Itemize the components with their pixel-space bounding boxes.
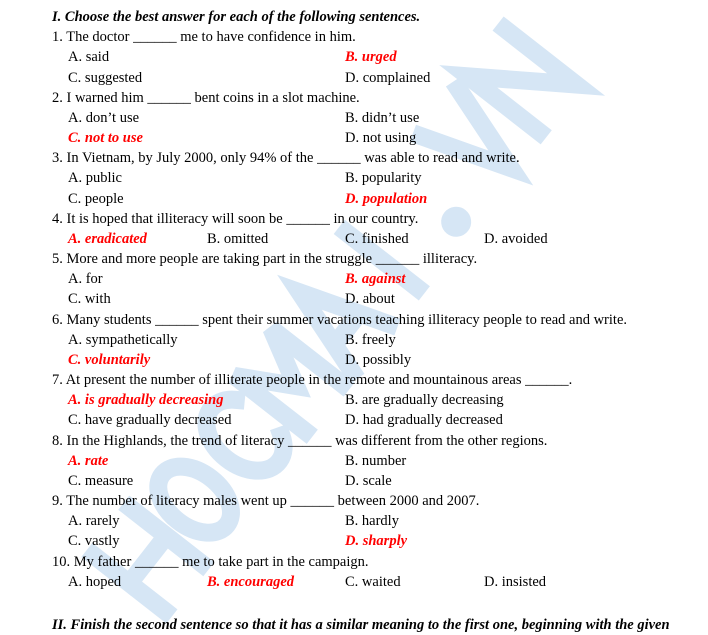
correct-answer-option: D. sharply xyxy=(345,533,408,550)
correct-answer-option: A. rate xyxy=(68,452,109,469)
answer-option: A. hoped xyxy=(68,573,122,590)
answer-option: D. had gradually decreased xyxy=(345,412,503,429)
correct-answer-option: C. voluntarily xyxy=(68,351,151,368)
question-text: 6. Many students ______ spent their summer vacations teaching illiteracy people to read and write. xyxy=(52,311,628,328)
question-text: 7. At present the number of illiterate people in the remote and mountainous areas ______. xyxy=(52,372,573,389)
answer-option: C. people xyxy=(68,190,124,207)
section-1-title: I. Choose the best answer for each of the following sentences. xyxy=(52,9,421,25)
correct-answer-option: C. not to use xyxy=(68,130,143,147)
correct-answer-option: B. encouraged xyxy=(207,573,294,590)
answer-option: A. sympathetically xyxy=(68,331,178,348)
answer-option: A. said xyxy=(68,49,110,66)
answer-option: A. rarely xyxy=(68,513,120,530)
answer-option: C. have gradually decreased xyxy=(68,412,232,429)
correct-answer-option: D. population xyxy=(345,190,428,207)
question-text: 4. It is hoped that illiteracy will soon be ______ in our country. xyxy=(52,210,419,227)
correct-answer-option: A. eradicated xyxy=(68,230,147,247)
answer-option: D. about xyxy=(345,291,395,308)
answer-option: D. scale xyxy=(345,472,392,489)
answer-option: B. hardly xyxy=(345,513,399,530)
question-text: 10. My father ______ me to take part in the campaign. xyxy=(52,553,369,570)
answer-option: B. number xyxy=(345,452,407,469)
answer-option: D. possibly xyxy=(345,351,412,368)
correct-answer-option: B. against xyxy=(345,271,406,288)
answer-option: B. freely xyxy=(345,331,396,348)
answer-option: C. with xyxy=(68,291,111,308)
answer-option: A. for xyxy=(68,271,103,288)
answer-option: C. vastly xyxy=(68,533,120,550)
answer-option: C. waited xyxy=(345,573,401,590)
question-text: 8. In the Highlands, the trend of literacy ______ was different from the other regions. xyxy=(52,432,548,449)
answer-option: C. measure xyxy=(68,472,134,489)
question-text: 9. The number of literacy males went up ______ between 2000 and 2007. xyxy=(52,493,480,510)
question-text: 5. More and more people are taking part in the struggle ______ illiteracy. xyxy=(52,251,478,268)
answer-option: C. suggested xyxy=(68,69,143,86)
question-text: 3. In Vietnam, by July 2000, only 94% of the ______ was able to read and write. xyxy=(52,150,520,167)
answer-option: D. not using xyxy=(345,130,417,147)
correct-answer-option: A. is gradually decreasing xyxy=(68,392,224,409)
answer-option: D. complained xyxy=(345,69,431,86)
question-text: 2. I warned him ______ bent coins in a slot machine. xyxy=(52,89,360,106)
answer-option: B. omitted xyxy=(207,230,269,247)
section-2-title: II. Finish the second sentence so that it has a similar meaning to the first one, beginning with the given xyxy=(52,617,670,633)
question-text: 1. The doctor ______ me to have confidence in him. xyxy=(52,29,356,46)
answer-option: D. insisted xyxy=(484,573,547,590)
answer-option: B. are gradually decreasing xyxy=(345,392,504,409)
answer-option: A. public xyxy=(68,170,122,187)
answer-option: A. don’t use xyxy=(68,109,140,126)
answer-option: D. avoided xyxy=(484,230,548,247)
answer-option: C. finished xyxy=(345,230,409,247)
correct-answer-option: B. urged xyxy=(345,49,397,66)
answer-option: B. popularity xyxy=(345,170,422,187)
answer-option: B. didn’t use xyxy=(345,109,420,126)
